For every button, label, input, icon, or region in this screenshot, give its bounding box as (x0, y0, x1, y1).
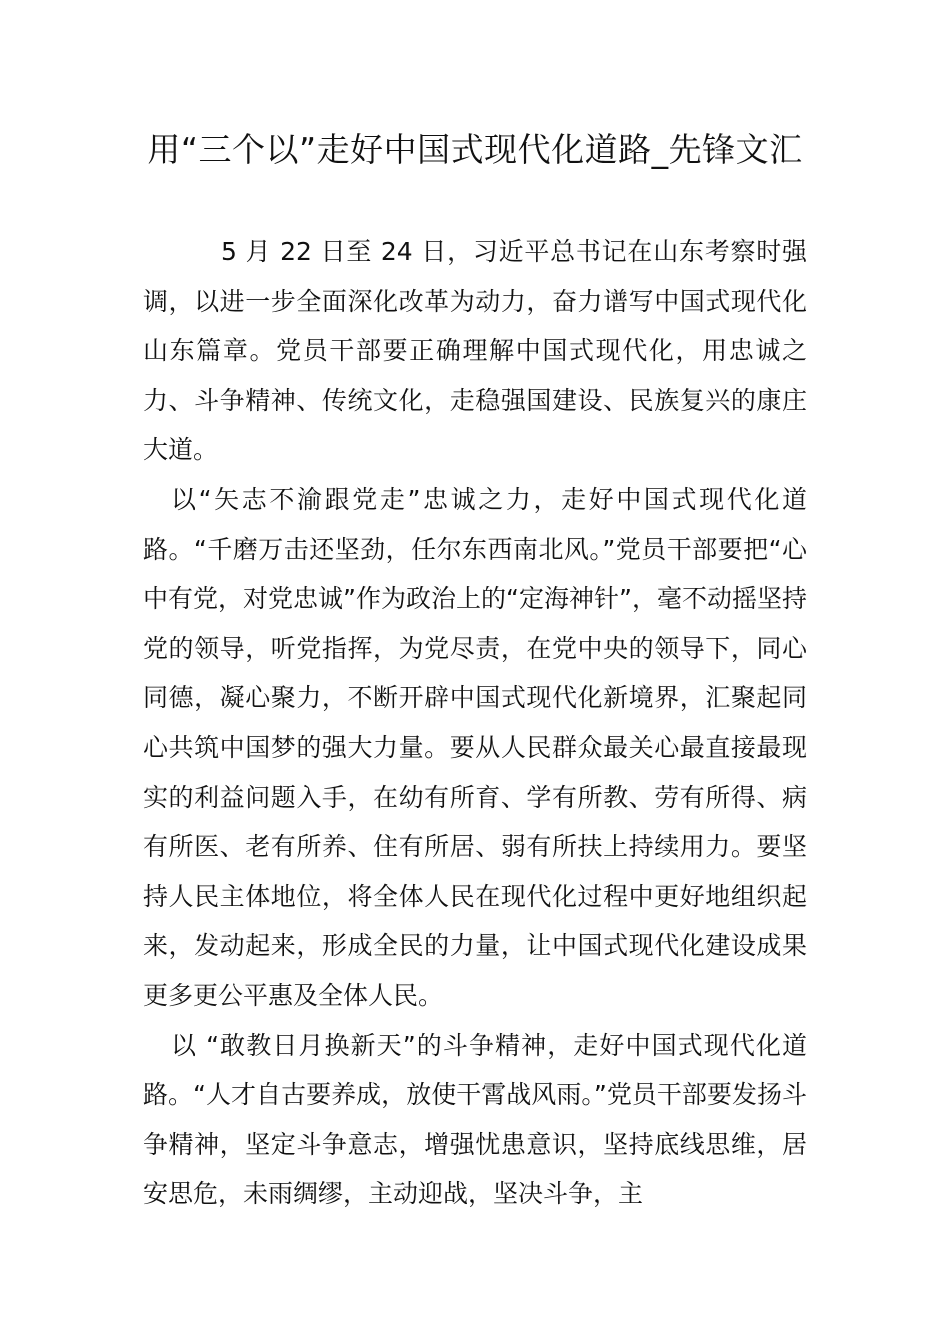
document-title: 用“三个以”走好中国式现代化道路_先锋文汇 (147, 130, 803, 169)
paragraph-intro: 5 月 22 日至 24 日，习近平总书记在山东考察时强调，以进一步全面深化改革为动力，奋力谱写中国式现代化山东篇章。党员干部要正确理解中国式现代化，用忠诚之力、斗争精神、传统文化，走稳强国建设、民族复兴的康庄大道。 (143, 237, 807, 465)
document-body (143, 227, 807, 1219)
paragraph-struggle: 以 “敢教日月换新天”的斗争精神，走好中国式现代化道路。“人才自古要养成，放使干霄战风雨。”党员干部要发扬斗争精神，坚定斗争意志，增强忧患意识，坚持底线思维，居安思危，未雨绸缪，主动迎战，坚决斗争，主 (143, 1030, 807, 1209)
paragraph-loyalty: 以“矢志不渝跟党走”忠诚之力，走好中国式现代化道路。“千磨万击还坚劲，任尔东西南北风。”党员干部要把“心中有党，对党忠诚”作为政治上的“定海神针”，毫不动摇坚持党的领导，听党指挥，为党尽责，在党中央的领导下，同心同德，凝心聚力，不断开辟中国式现代化新境界，汇聚起同心共筑中国梦的强大力量。要从人民群众最关心最直接最现实的利益问题入手，在幼有所育、学有所教、劳有所得、病有所医、老有所养、住有所居、弱有所扶上持续用力。要坚持人民主体地位，将全体人民在现代化过程中更好地组织起来，发动起来，形成全民的力量，让中国式现代化建设成果更多更公平惠及全体人民。 (143, 484, 807, 1010)
